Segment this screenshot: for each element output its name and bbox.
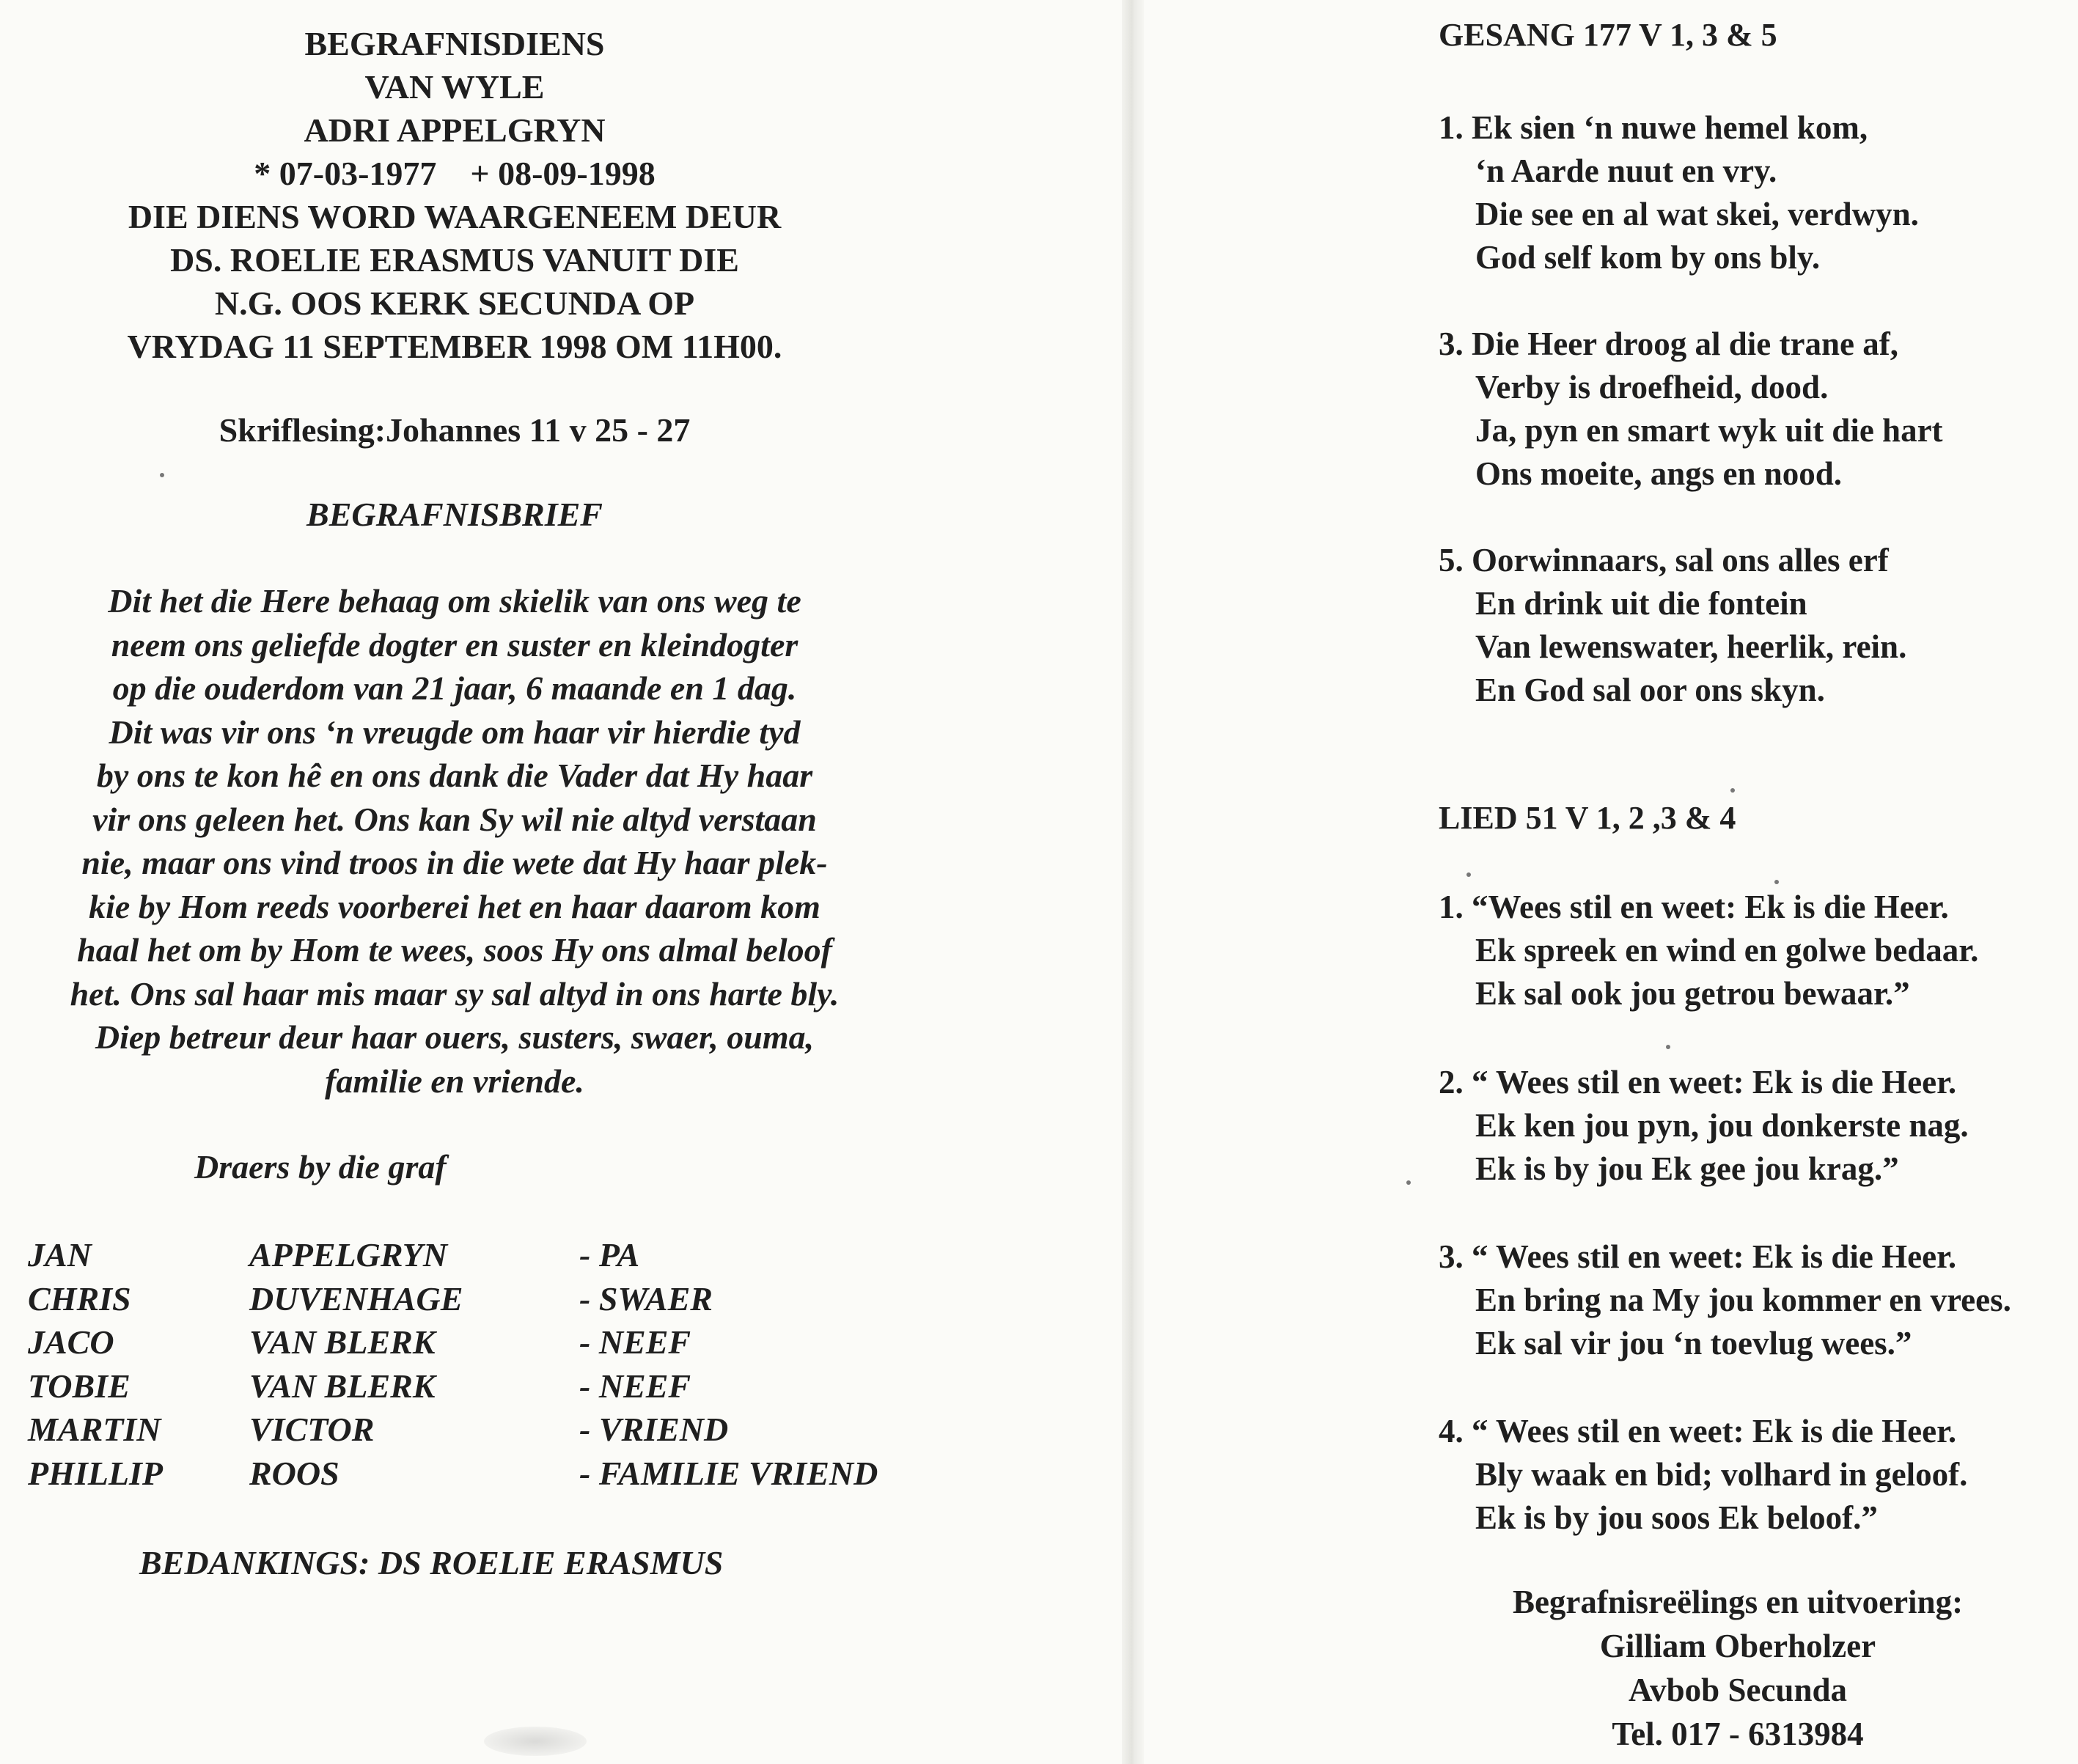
acknowledgements: BEDANKINGS: DS ROELIE ERASMUS [139, 1544, 724, 1581]
verse-line: En bring na My jou kommer en vrees. [1475, 1282, 2011, 1318]
header-line: VAN WYLE [364, 68, 545, 106]
letter-line: Dit was vir ons ‘n vreugde om haar vir hierdie tyd [109, 713, 801, 751]
page-fold [1122, 0, 1144, 1764]
verse-line: 1. Ek sien ‘n nuwe hemel kom, [1439, 109, 1868, 146]
verse-line: ‘n Aarde nuut en vry. [1475, 152, 1777, 189]
scan-speck [1730, 788, 1735, 793]
bearer-relation: - PA [579, 1236, 640, 1274]
bearer-relation: - SWAER [579, 1279, 713, 1318]
letter-line: op die ouderdom van 21 jaar, 6 maande en 1 dag. [112, 669, 797, 707]
phone-number: Tel. 017 - 6313984 [1612, 1716, 1864, 1752]
bearer-relation: - NEEF [579, 1367, 691, 1405]
bearers-title: Draers by die graf [194, 1148, 447, 1186]
hymn2-title: LIED 51 V 1, 2 ,3 & 4 [1439, 800, 1736, 836]
letter-line: kie by Hom reeds voorberei het en haar daarom kom [89, 887, 820, 925]
letter-line: vir ons geleen het. Ons kan Sy wil nie altyd verstaan [92, 800, 817, 838]
verse-line: Ek sal ook jou getrou bewaar.” [1475, 975, 1910, 1012]
bearer-last-name: APPELGRYN [249, 1236, 448, 1274]
verse-line: Ek sal vir jou ‘n toevlug wees.” [1475, 1325, 1912, 1361]
verse-line: Ek spreek en wind en golwe bedaar. [1475, 932, 1979, 969]
hymn2-verse [1439, 1235, 2011, 1365]
hymn1-verse [1439, 323, 1943, 496]
footer-line: Avbob Secunda [1628, 1672, 1847, 1708]
hymn2-verse [1439, 1410, 1967, 1540]
letter-line: het. Ons sal haar mis maar sy sal altyd in ons harte bly. [70, 974, 840, 1013]
letter-line: Diep betreur deur haar ouers, susters, swaer, ouma, [95, 1018, 815, 1056]
verse-line: Ons moeite, angs en nood. [1475, 455, 1843, 492]
bearer-relation: - NEEF [579, 1323, 691, 1361]
scan-speck [160, 473, 164, 477]
verse-line: En God sal oor ons skyn. [1475, 672, 1825, 708]
header-line: DS. ROELIE ERASMUS VANUIT DIE [170, 241, 739, 279]
service-date: VRYDAG 11 SEPTEMBER 1998 OM 11H00. [127, 328, 782, 365]
verse-line: Ja, pyn en smart wyk uit die hart [1475, 412, 1943, 449]
verse-line: Die see en al wat skei, verdwyn. [1475, 196, 1919, 232]
bearer-first-name: TOBIE [28, 1367, 131, 1405]
footer-line: Begrafnisreëlings en uitvoering: [1512, 1584, 1964, 1620]
letter-line: familie en vriende. [325, 1062, 584, 1100]
bearer-first-name: PHILLIP [28, 1454, 163, 1492]
verse-line: Ek is by jou soos Ek beloof.” [1475, 1499, 1878, 1536]
scripture-reading: Skriflesing:Johannes 11 v 25 - 27 [219, 411, 691, 449]
verse-line: En drink uit die fontein [1475, 585, 1807, 622]
verse-line: 2. “ Wees stil en weet: Ek is die Heer. [1439, 1064, 1957, 1100]
bearer-first-name: JACO [28, 1323, 114, 1361]
deceased-name: ADRI APPELGRYN [304, 111, 606, 149]
funeral-letter [0, 579, 909, 1103]
verse-line: Bly waak en bid; volhard in geloof. [1475, 1456, 1968, 1493]
verse-line: Ek is by jou Ek gee jou krag.” [1475, 1150, 1899, 1187]
scan-speck [1774, 880, 1779, 884]
verse-line: 3. “ Wees stil en weet: Ek is die Heer. [1439, 1238, 1957, 1275]
letter-line: haal het om by Hom te wees, soos Hy ons almal beloof [77, 931, 832, 969]
hymn1-verse [1439, 106, 1919, 279]
letter-line: by ons te kon hê en ons dank die Vader dat Hy haar [96, 757, 813, 794]
bearer-first-name: MARTIN [28, 1411, 161, 1448]
header-line: N.G. OOS KERK SECUNDA OP [214, 284, 695, 322]
scan-speck [1406, 1180, 1411, 1185]
verse-line: Ek ken jou pyn, jou donkerste nag. [1475, 1107, 1969, 1144]
header-line: DIE DIENS WORD WAARGENEEM DEUR [128, 198, 782, 235]
bearer-last-name: VICTOR [249, 1411, 375, 1448]
hymn1-title: GESANG 177 V 1, 3 & 5 [1439, 17, 1777, 53]
verse-line: 5. Oorwinnaars, sal ons alles erf [1439, 542, 1889, 578]
letter-line: neem ons geliefde dogter en suster en kleindogter [111, 625, 798, 664]
scan-smudge [484, 1727, 587, 1756]
bearer-last-name: DUVENHAGE [249, 1279, 463, 1318]
bearer-last-name: VAN BLERK [249, 1323, 436, 1361]
bearer-relation: - FAMILIE VRIEND [579, 1454, 878, 1492]
service-header [0, 22, 909, 368]
verse-line: God self kom by ons bly. [1475, 239, 1821, 276]
verse-line: 1. “Wees stil en weet: Ek is die Heer. [1439, 889, 1949, 925]
scan-speck [1466, 872, 1471, 877]
footer-line: Gilliam Oberholzer [1599, 1628, 1876, 1664]
bearer-first-name: CHRIS [28, 1279, 131, 1318]
letter-line: nie, maar ons vind troos in die wete dat Hy haar plek- [81, 844, 828, 881]
life-dates: * 07-03-1977 + 08-09-1998 [254, 155, 656, 192]
hymn1-verse [1439, 539, 1906, 712]
hymn2-verse [1439, 1061, 1969, 1191]
header-line: BEGRAFNISDIENS [304, 25, 605, 62]
funeral-arrangements [1437, 1580, 2038, 1756]
bearer-last-name: VAN BLERK [249, 1367, 436, 1405]
bearer-last-name: ROOS [249, 1454, 339, 1492]
verse-line: 4. “ Wees stil en weet: Ek is die Heer. [1439, 1413, 1957, 1449]
letter-line: Dit het die Here behaag om skielik van ons weg te [108, 582, 801, 620]
funeral-letter-title: BEGRAFNISBRIEF [306, 496, 603, 533]
bearer-first-name: JAN [28, 1236, 92, 1274]
verse-line: Van lewenswater, heerlik, rein. [1475, 628, 1907, 665]
verse-line: Verby is droefheid, dood. [1475, 369, 1829, 405]
scan-speck [1666, 1045, 1670, 1049]
verse-line: 3. Die Heer droog al die trane af, [1439, 326, 1898, 362]
hymn2-verse [1439, 886, 1978, 1015]
bearer-relation: - VRIEND [579, 1411, 729, 1448]
